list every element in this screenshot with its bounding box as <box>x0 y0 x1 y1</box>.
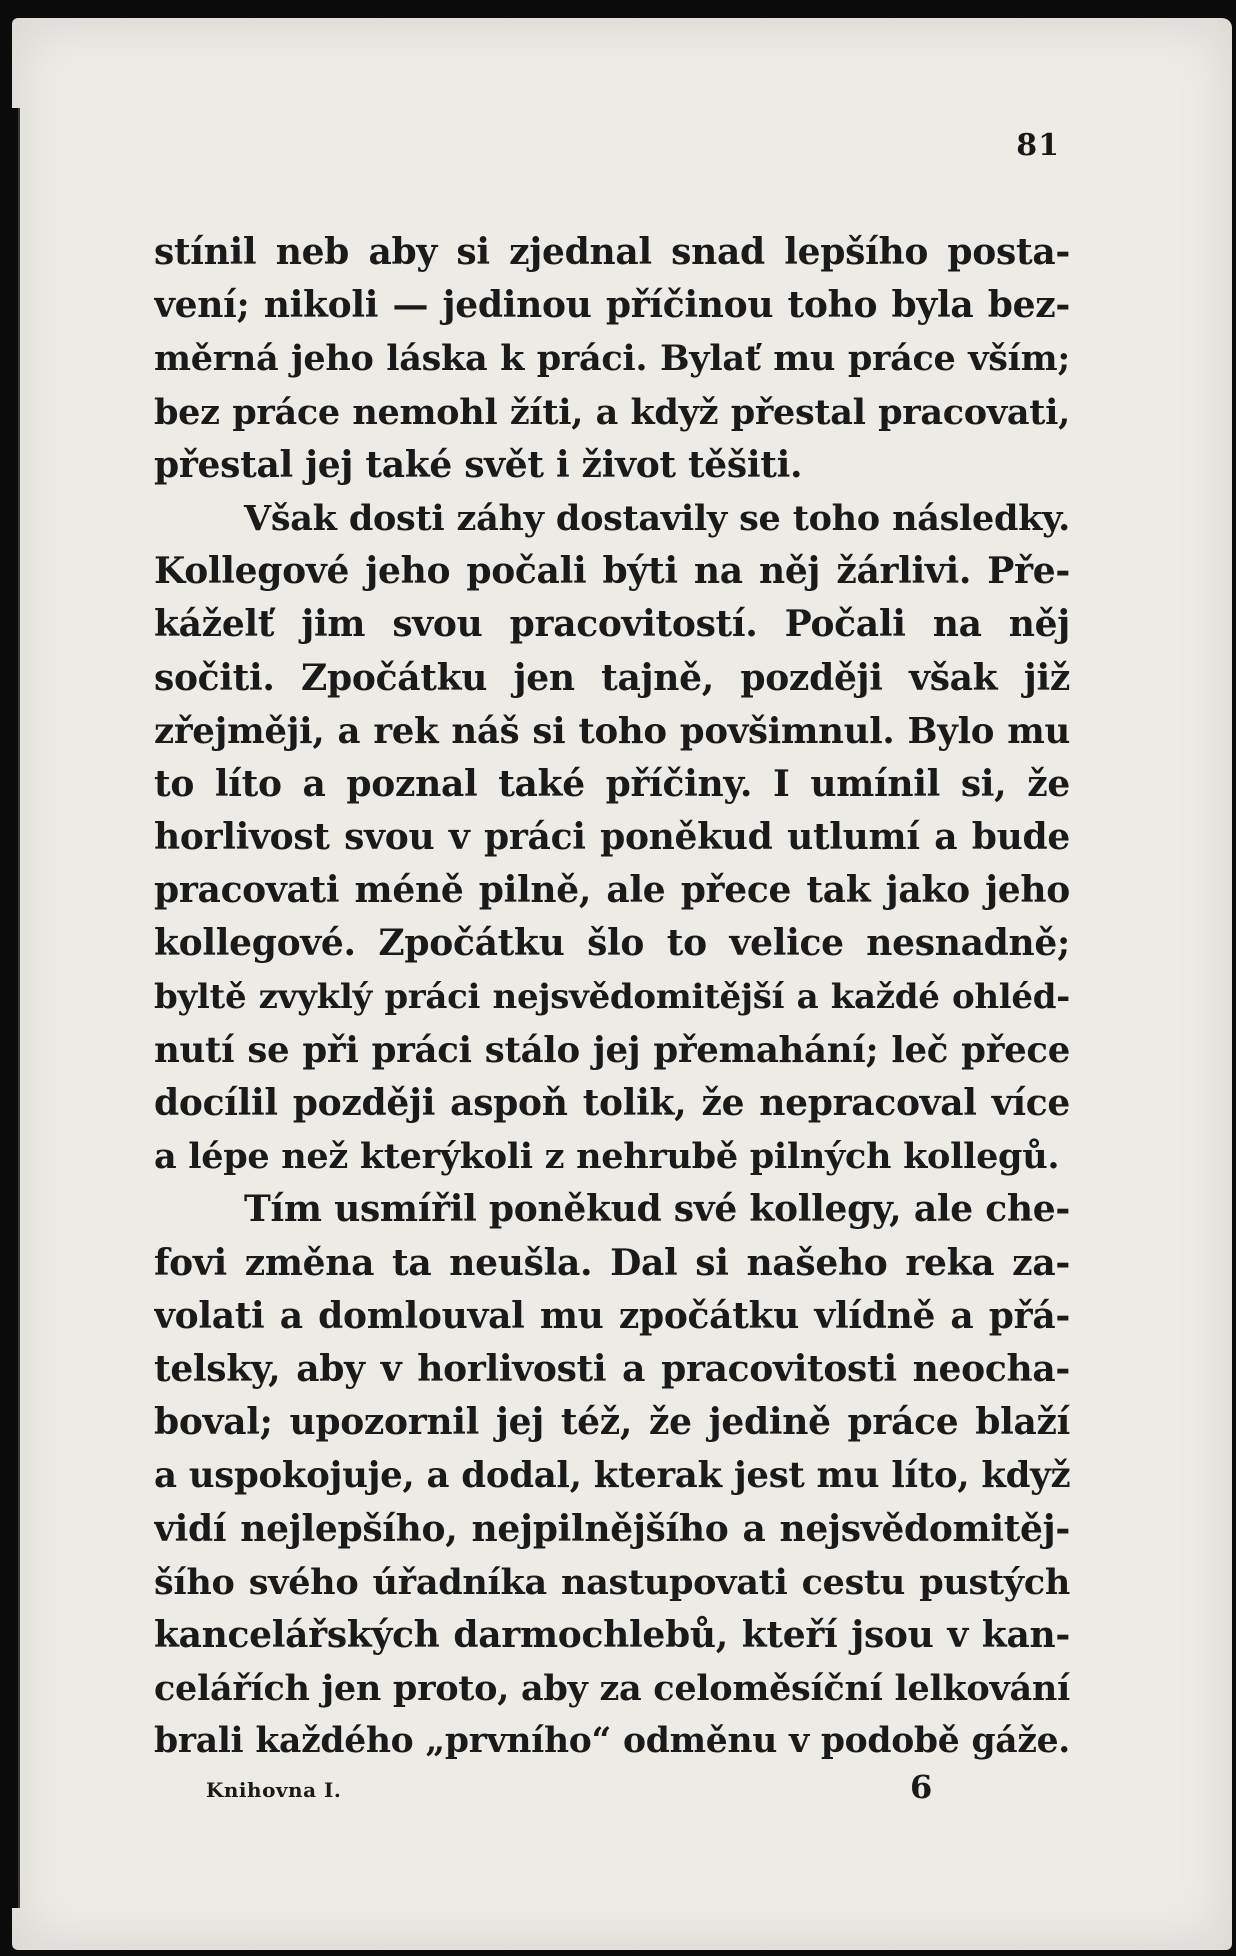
text-line: to líto a poznal také příčiny. I umínil si, že <box>154 762 1070 805</box>
text-line: kancelářských darmochlebů, kteří jsou v kan- <box>154 1613 1070 1656</box>
text-line: bez práce nemohl žíti, a když přestal pracovati, <box>154 391 1070 433</box>
text-line: pracovati méně pilně, ale přece tak jako jeho <box>154 869 1070 912</box>
text-line: káželť jim svou pracovitostí. Počali na něj <box>154 603 1070 646</box>
text-line: Kollegové jeho počali býti na něj žárlivi. Pře- <box>154 550 1070 593</box>
text-line: brali každého „prvního“ odměnu v podobě gáže. <box>154 1721 1070 1762</box>
text-line: a uspokojuje, a dodal, kterak jest mu líto, když <box>154 1455 1070 1497</box>
text-line: stínil neb aby si zjednal snad lepšího posta- <box>154 231 1070 273</box>
text-line: Tím usmířil poněkud své kollegy, ale che- <box>244 1188 1070 1231</box>
text-line: Však dosti záhy dostavily se toho následky. <box>244 497 1070 539</box>
page-footer <box>206 1768 976 1812</box>
book-page <box>12 18 1232 1950</box>
text-line: boval; upozornil jej též, že jedině práce blaží <box>154 1401 1070 1444</box>
text-line: kollegové. Zpočátku šlo to velice nesnadně; <box>154 922 1070 965</box>
printer-signature: Knihovna I. <box>206 1778 342 1802</box>
text-line: měrná jeho láska k práci. Bylať mu práce vším; <box>154 338 1070 380</box>
text-line: docílil později aspoň tolik, že nepracoval více <box>154 1082 1070 1124</box>
text-line: přestal jej také svět i život těšiti. <box>154 443 803 486</box>
text-line: horlivost svou v práci poněkud utlumí a bude <box>154 816 1070 859</box>
text-line: nutí se při práci stálo jej přemahání; leč přece <box>154 1029 1070 1071</box>
text-line: vení; nikoli — jedinou příčinou toho byla bez- <box>154 284 1070 327</box>
text-line: vidí nejlepšího, nejpilnějšího a nejsvědomitěj- <box>154 1507 1070 1550</box>
text-line: fovi změna ta neušla. Dal si našeho reka za- <box>154 1241 1070 1284</box>
text-line: a lépe než kterýkoli z nehrubě pilných kollegů. <box>154 1136 1060 1178</box>
text-line: sočiti. Zpočátku jen tajně, později však již <box>154 656 1070 699</box>
text-line: šího svého úřadníka nastupovati cestu pustých <box>154 1561 1070 1603</box>
page-number: 81 <box>1016 128 1060 163</box>
text-line: celářích jen proto, aby za celoměsíční lelkování <box>154 1668 1070 1710</box>
text-line: byltě zvyklý práci nejsvědomitější a každé ohléd- <box>154 976 1070 1017</box>
text-line: zřejměji, a rek náš si toho povšimnul. Bylo mu <box>154 710 1070 752</box>
sheet-number: 6 <box>910 1768 933 1806</box>
text-line: telsky, aby v horlivosti a pracovitosti neocha- <box>154 1347 1070 1390</box>
text-line: volati a domlouval mu zpočátku vlídně a přá- <box>154 1294 1070 1337</box>
book-spine-edge <box>12 108 24 1908</box>
body-text <box>154 226 1070 1768</box>
